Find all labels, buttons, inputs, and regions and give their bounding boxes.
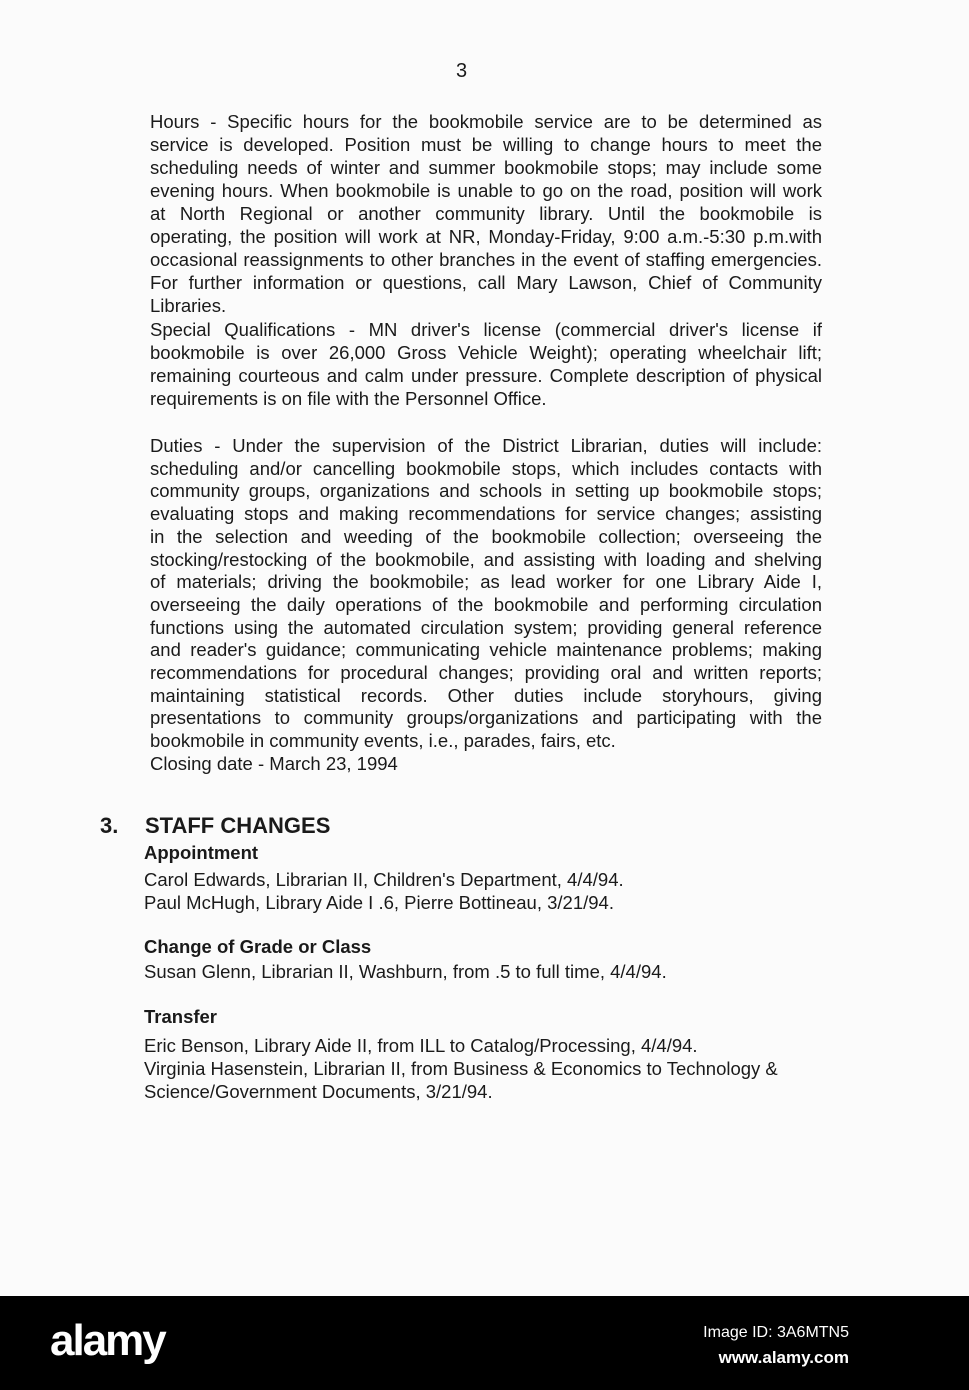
text-line: bookmobile is over 26,000 Gross Vehicle Weight); operating wheelchair lift; <box>150 342 822 363</box>
qualifications-paragraph <box>150 318 822 410</box>
text-line: evaluating stops and making recommendations for service changes; assisting <box>150 503 822 525</box>
text-line: operating, the position will work at NR, Monday-Friday, 9:00 a.m.-5:30 p.m.with <box>150 226 822 247</box>
text-line: overseeing the daily operations of the bookmobile and performing circulation <box>150 593 822 615</box>
grade-section <box>144 935 667 983</box>
page-number: 3 <box>456 60 468 82</box>
watermark-bar <box>0 1296 969 1390</box>
text-line: requirements is on file with the Personnel Office. <box>150 388 547 409</box>
transfer-line: Science/Government Documents, 3/21/94. <box>144 1081 493 1102</box>
section-title: STAFF CHANGES <box>145 813 331 838</box>
text-line: remaining courteous and calm under pressure. Complete description of physical <box>150 365 822 386</box>
text-line: Special Qualifications - MN driver's license (commercial driver's license if <box>150 319 822 340</box>
transfer-line: Eric Benson, Library Aide II, from ILL to Catalog/Processing, 4/4/94. <box>144 1035 698 1056</box>
transfer-section <box>144 1005 778 1103</box>
text-line: For further information or questions, call Mary Lawson, Chief of Community <box>150 272 822 293</box>
text-line: bookmobile in community events, i.e., parades, fairs, etc. <box>150 730 616 752</box>
grade-heading: Change of Grade or Class <box>144 936 372 957</box>
appointment-line: Paul McHugh, Library Aide I .6, Pierre Bottineau, 3/21/94. <box>144 892 614 913</box>
text-line: Hours - Specific hours for the bookmobile service are to be determined as <box>150 111 822 132</box>
appointment-line: Carol Edwards, Librarian II, Children's Department, 4/4/94. <box>144 869 624 890</box>
text-line: in the selection and weeding of the bookmobile collection; overseeing the <box>150 525 822 547</box>
transfer-line: Virginia Hasenstein, Librarian II, from Business & Economics to Technology & <box>144 1058 778 1079</box>
text-line: maintaining statistical records. Other duties include storyhours, giving <box>150 684 822 706</box>
appointment-heading: Appointment <box>144 842 259 863</box>
text-line: evening hours. When bookmobile is unable to go on the road, position will work <box>150 180 822 201</box>
text-line: of materials; driving the bookmobile; as lead worker for one Library Aide I, <box>150 571 822 593</box>
text-line: at North Regional or another community library. Until the bookmobile is <box>150 203 822 224</box>
text-line: Libraries. <box>150 295 227 316</box>
text-line: and reader's guidance; communicating vehicle maintenance problems; making <box>150 639 822 661</box>
transfer-heading: Transfer <box>144 1006 218 1027</box>
text-line: Duties - Under the supervision of the District Librarian, duties will include: <box>150 435 822 456</box>
duties-paragraph <box>150 435 822 776</box>
alamy-logo: alamy <box>50 1316 165 1365</box>
text-line: scheduling needs of winter and summer bookmobile stops; may include some <box>150 157 822 178</box>
text-line: presentations to community groups/organizations and participating with the <box>150 707 822 729</box>
text-line: occasional reassignments to other branches in the event of staffing emergencies. <box>150 249 822 270</box>
hours-paragraph <box>150 110 822 317</box>
text-line: recommendations for procedural changes; providing oral and written reports; <box>150 662 822 684</box>
section-number: 3. <box>100 813 119 838</box>
text-line: Closing date - March 23, 1994 <box>150 752 398 774</box>
text-line: stocking/restocking of the bookmobile, and assisting with loading and shelving <box>150 548 822 570</box>
watermark-url: www.alamy.com <box>718 1348 849 1367</box>
text-line: community groups, organizations and schools in setting up bookmobile stops; <box>150 480 822 502</box>
text-line: service is developed. Position must be willing to change hours to meet the <box>150 134 822 155</box>
text-line: scheduling and/or cancelling bookmobile stops, which includes contacts with <box>150 457 822 479</box>
grade-line: Susan Glenn, Librarian II, Washburn, from .5 to full time, 4/4/94. <box>144 961 667 982</box>
appointment-section <box>144 841 624 914</box>
image-id: Image ID: 3A6MTN5 <box>703 1324 849 1341</box>
text-line: functions using the automated circulation system; providing general reference <box>150 616 822 638</box>
